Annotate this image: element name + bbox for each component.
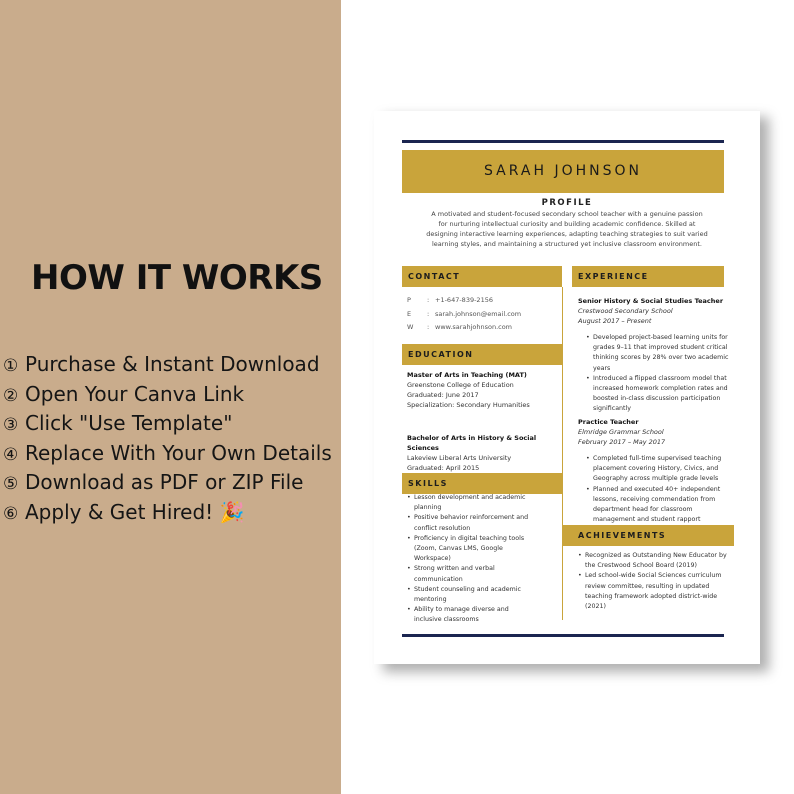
contact-key: P [407,296,411,304]
specialization: Specialization: Secondary Humanities [407,401,530,409]
bottom-rule [402,634,724,637]
step-number: ④ [3,444,19,465]
job-1 [578,296,728,326]
education-item-2 [407,433,565,473]
job-2-bullets [586,454,732,525]
step-text: Download as PDF or ZIP File [25,470,304,494]
web-value: www.sarahjohnson.com [435,323,513,331]
step-2 [3,380,332,410]
how-it-works-title: HOW IT WORKS [31,258,323,298]
job-1-bullets [586,333,732,415]
skills-heading: SKILLS [402,473,562,494]
contact-key: E [407,310,412,318]
job-dates: February 2017 – May 2017 [578,438,666,446]
step-1 [3,350,332,380]
achievements-list [578,551,733,612]
graduation: Graduated: June 2017 [407,391,479,399]
contact-email [407,310,521,318]
skill-item: • Student counseling and academic mentoring [407,585,537,605]
step-4 [3,439,332,469]
contact-key: W [407,323,414,331]
job-title: Practice Teacher [578,418,639,426]
step-3 [3,409,332,439]
degree: Master of Arts in Teaching (MAT) [407,371,527,379]
resume-preview [374,111,760,664]
profile-heading: PROFILE [541,198,593,208]
skill-item: • Strong written and verbal communication [407,564,537,584]
skill-item: • Lesson development and academic planning [407,493,537,513]
step-6 [3,498,332,528]
degree: Bachelor of Arts in History & Social Sciences [407,434,537,452]
step-text: Click "Use Template" [25,411,233,435]
step-number: ② [3,385,19,406]
top-rule [402,140,724,143]
job-bullet: • Planned and executed 40+ independent lessons, receiving commendation from department head for classroom management and student rapport [586,485,732,526]
phone-value: +1-647-839-2156 [435,296,493,304]
contact-heading: CONTACT [402,266,562,287]
step-text: Purchase & Instant Download [25,352,320,376]
step-number: ③ [3,415,19,435]
step-text: Open Your Canva Link [25,381,245,406]
skill-item: • Positive behavior reinforcement and conflict resolution [407,513,537,533]
skill-item: • Proficiency in digital teaching tools (Zoom, Canvas LMS, Google Workspace) [407,534,537,565]
job-bullet: • Introduced a flipped classroom model that increased homework completion rates and boosted in-class discussion participation significantly [586,374,732,415]
job-org: Crestwood Secondary School [578,307,673,315]
job-2 [578,417,728,447]
education-item-1 [407,370,562,410]
job-dates: August 2017 – Present [578,317,652,325]
job-bullet: • Completed full-time supervised teaching placement covering History, Civics, and Geography across multiple grade levels [586,454,732,485]
contact-sep: : [427,310,430,318]
steps-list [3,350,332,527]
step-number: ① [3,356,19,376]
left-panel [0,0,341,794]
step-number: ⑤ [3,474,19,494]
step-5 [3,468,332,498]
skill-item: • Ability to manage diverse and inclusive classrooms [407,605,537,625]
contact-phone [407,296,493,304]
education-heading: EDUCATION [402,344,562,365]
email-value: sarah.johnson@email.com [435,310,522,318]
contact-sep: : [427,323,430,331]
achievements-heading: ACHIEVEMENTS [562,525,734,546]
step-text: Apply & Get Hired! 🎉 [25,499,245,524]
profile-text: A motivated and student-focused secondary school teacher with a genuine passion for nurturing intellectual curiosity and building academic confidence. Skilled at designing interactive learning experiences, adapting teaching strategies to suit varied learning styles, and maintaining a structured yet inclusive classroom environment. [426,210,708,248]
graduation: Graduated: April 2015 [407,464,480,472]
contact-web [407,323,512,331]
skills-list [407,493,537,626]
job-title: Senior History & Social Studies Teacher [578,297,724,305]
contact-sep: : [427,296,430,304]
column-divider [562,287,563,620]
experience-heading: EXPERIENCE [572,266,724,287]
name-bar: SARAH JOHNSON [402,150,724,193]
achievement-item: • Led school-wide Social Sciences curriculum review committee, resulting in updated teaching framework adopted district-wide (2021) [578,571,733,612]
job-bullet: • Developed project-based learning units for grades 9–11 that improved student critical thinking scores by 28% over two academic years [586,333,732,374]
school: Greenstone College of Education [407,381,514,389]
step-text: Replace With Your Own Details [25,440,332,465]
step-number: ⑥ [3,503,19,524]
school: Lakeview Liberal Arts University [407,454,512,462]
job-org: Elmridge Grammar School [578,428,664,436]
achievement-item: • Recognized as Outstanding New Educator by the Crestwood School Board (2019) [578,551,733,571]
